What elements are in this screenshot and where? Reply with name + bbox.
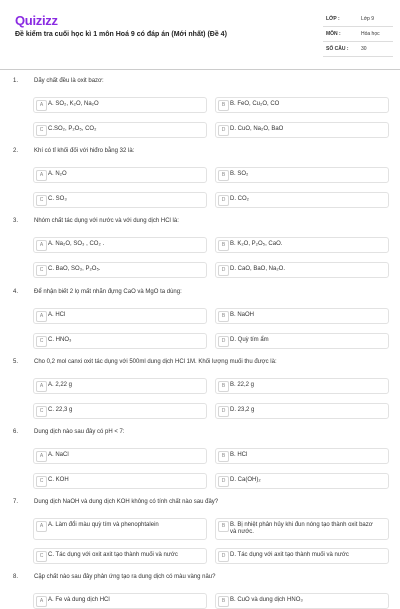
option-letter-badge: D (218, 195, 229, 206)
answer-option-a[interactable] (33, 448, 207, 464)
question-number: 6. (13, 429, 19, 435)
option-text: B. Bị nhiệt phân hủy khi đun nóng tạo thành oxit bazơ và nước. (230, 522, 373, 535)
answer-option-d[interactable] (215, 262, 389, 278)
option-text: A. N₂O (48, 171, 67, 177)
option-letter-badge: A (36, 100, 47, 111)
answer-option-a[interactable] (33, 378, 207, 394)
option-text: C. Tác dụng với oxit axit tạo thành muối và nước (48, 552, 178, 558)
answer-option-a[interactable] (33, 167, 207, 183)
answer-option-c[interactable] (33, 473, 207, 489)
answer-option-b[interactable] (215, 167, 389, 183)
question-number: 5. (13, 359, 19, 365)
option-letter-badge: A (36, 451, 47, 462)
question-text: Dung dịch nào sau đây có pH < 7: (34, 429, 125, 435)
option-letter-badge: B (218, 521, 229, 532)
meta-row-class (323, 14, 393, 29)
option-letter-badge: B (218, 381, 229, 392)
meta-key: SỐ CÂU : (326, 46, 349, 52)
answer-option-d[interactable] (215, 122, 389, 138)
option-text: D. Ca(OH)₂ (230, 477, 261, 483)
question-text: Khí có tỉ khối đối với hiđro bằng 32 là: (34, 148, 135, 154)
option-text: D. CaO, BaO, Na₂O. (230, 266, 286, 272)
option-text: D. Tác dụng với axit tạo thành muối và nước (230, 552, 349, 558)
option-letter-badge: A (36, 170, 47, 181)
option-text: C. HNO₃ (48, 337, 72, 343)
meta-value: Lớp 9 (361, 16, 375, 22)
option-letter-badge: C (36, 476, 47, 487)
option-letter-badge: B (218, 240, 229, 251)
option-text: A. SO₂, K₂O, Na₂O (48, 101, 99, 107)
option-text: A. 2,22 g (48, 382, 73, 388)
question-text: Dãy chất đều là oxit bazơ: (34, 78, 104, 84)
option-letter-badge: A (36, 521, 47, 532)
answer-option-d[interactable] (215, 403, 389, 419)
header-divider (0, 69, 400, 70)
answer-option-b[interactable] (215, 518, 389, 540)
meta-key: MÔN : (326, 31, 341, 37)
option-text: A. HCl (48, 312, 66, 318)
answer-option-b[interactable] (215, 308, 389, 324)
option-letter-badge: B (218, 596, 229, 607)
option-letter-badge: D (218, 406, 229, 417)
option-text: C. BaO, SO₃, P₂O₅. (48, 266, 101, 272)
option-letter-badge: C (36, 551, 47, 562)
answer-option-a[interactable] (33, 593, 207, 609)
question-number: 4. (13, 289, 19, 295)
option-text: B. SO₂ (230, 171, 249, 177)
option-text: C. 22,3 g (48, 407, 73, 413)
option-text: B. FeO, Cu₂O, CO (230, 101, 280, 107)
meta-box (323, 14, 393, 59)
meta-row-subject (323, 29, 393, 44)
option-text: B. HCl (230, 452, 248, 458)
quizizz-logo[interactable]: Quizizz (15, 13, 58, 28)
header (0, 0, 400, 70)
option-letter-badge: B (218, 451, 229, 462)
answer-option-a[interactable] (33, 308, 207, 324)
option-letter-badge: A (36, 240, 47, 251)
answer-option-b[interactable] (215, 97, 389, 113)
meta-divider (323, 26, 393, 27)
option-text: B. 22,2 g (230, 382, 255, 388)
answer-option-c[interactable] (33, 333, 207, 349)
answer-option-c[interactable] (33, 122, 207, 138)
answer-option-d[interactable] (215, 333, 389, 349)
answer-option-c[interactable] (33, 548, 207, 564)
question-number: 7. (13, 499, 19, 505)
option-letter-badge: A (36, 311, 47, 322)
answer-option-c[interactable] (33, 403, 207, 419)
option-letter-badge: D (218, 265, 229, 276)
answer-option-d[interactable] (215, 473, 389, 489)
option-letter-badge: A (36, 381, 47, 392)
option-letter-badge: C (36, 336, 47, 347)
option-text: A. Làm đổi màu quỳ tím và phenophtalein (48, 522, 159, 528)
option-letter-badge: C (36, 195, 47, 206)
question-text: Dung dịch NaOH và dung dịch KOH không có tính chất nào sau đây? (34, 499, 219, 505)
meta-key: LỚP : (326, 16, 340, 22)
option-letter-badge: D (218, 125, 229, 136)
meta-divider (323, 56, 393, 57)
option-text: D. Quỳ tím ẩm (230, 337, 269, 343)
page-title: Đề kiểm tra cuối học kì 1 môn Hoá 9 có đáp án (Mới nhất) (Đề 4) (15, 31, 227, 38)
option-letter-badge: B (218, 311, 229, 322)
answer-option-d[interactable] (215, 192, 389, 208)
option-letter-badge: C (36, 265, 47, 276)
option-text: A. Na₂O, SO₃ , CO₂ . (48, 241, 105, 247)
option-letter-badge: C (36, 125, 47, 136)
meta-divider (323, 41, 393, 42)
question-text: Nhóm chất tác dụng với nước và với dung dịch HCl là: (34, 218, 179, 224)
question-number: 8. (13, 574, 19, 580)
option-text: B. NaOH (230, 312, 255, 318)
question-text: Cho 0,2 mol canxi oxit tác dụng với 500ml dung dịch HCl 1M. Khối lượng muối thu được là: (34, 359, 277, 365)
answer-option-a[interactable] (33, 237, 207, 253)
question-text: Để nhận biết 2 lọ mất nhãn đựng CaO và MgO ta dùng: (34, 289, 182, 295)
meta-row-count (323, 44, 393, 59)
option-letter-badge: D (218, 551, 229, 562)
option-text: C.SO₂, P₂O₅, CO₂ (48, 126, 97, 132)
answer-option-b[interactable] (215, 593, 389, 609)
option-text: A. Fe và dung dịch HCl (48, 597, 110, 603)
answer-option-b[interactable] (215, 378, 389, 394)
answer-option-c[interactable] (33, 192, 207, 208)
option-text: C. SO₃ (48, 196, 67, 202)
option-letter-badge: B (218, 100, 229, 111)
question-number: 2. (13, 148, 19, 154)
option-text: A. NaCl (48, 452, 69, 458)
answer-option-b[interactable] (215, 237, 389, 253)
option-letter-badge: D (218, 476, 229, 487)
option-letter-badge: D (218, 336, 229, 347)
option-text: B. K₂O, P₂O₅, CaO. (230, 241, 283, 247)
option-text: B. CuO và dung dịch HNO₃ (230, 597, 303, 603)
answer-option-a[interactable] (33, 518, 207, 540)
meta-value: 30 (361, 46, 367, 52)
option-text: D. CuO, Na₂O, BaO (230, 126, 284, 132)
question-number: 1. (13, 78, 19, 84)
option-letter-badge: B (218, 170, 229, 181)
option-text: D. CO₂ (230, 196, 249, 202)
option-letter-badge: C (36, 406, 47, 417)
question-number: 3. (13, 218, 19, 224)
answer-option-b[interactable] (215, 448, 389, 464)
option-text: D. 23,2 g (230, 407, 255, 413)
meta-value: Hóa học (361, 31, 380, 37)
answer-option-a[interactable] (33, 97, 207, 113)
option-text: C. KOH (48, 477, 69, 483)
option-letter-badge: A (36, 596, 47, 607)
answer-option-d[interactable] (215, 548, 389, 564)
question-text: Cặp chất nào sau đây phản ứng tạo ra dung dịch có màu vàng nâu? (34, 574, 216, 580)
answer-option-c[interactable] (33, 262, 207, 278)
